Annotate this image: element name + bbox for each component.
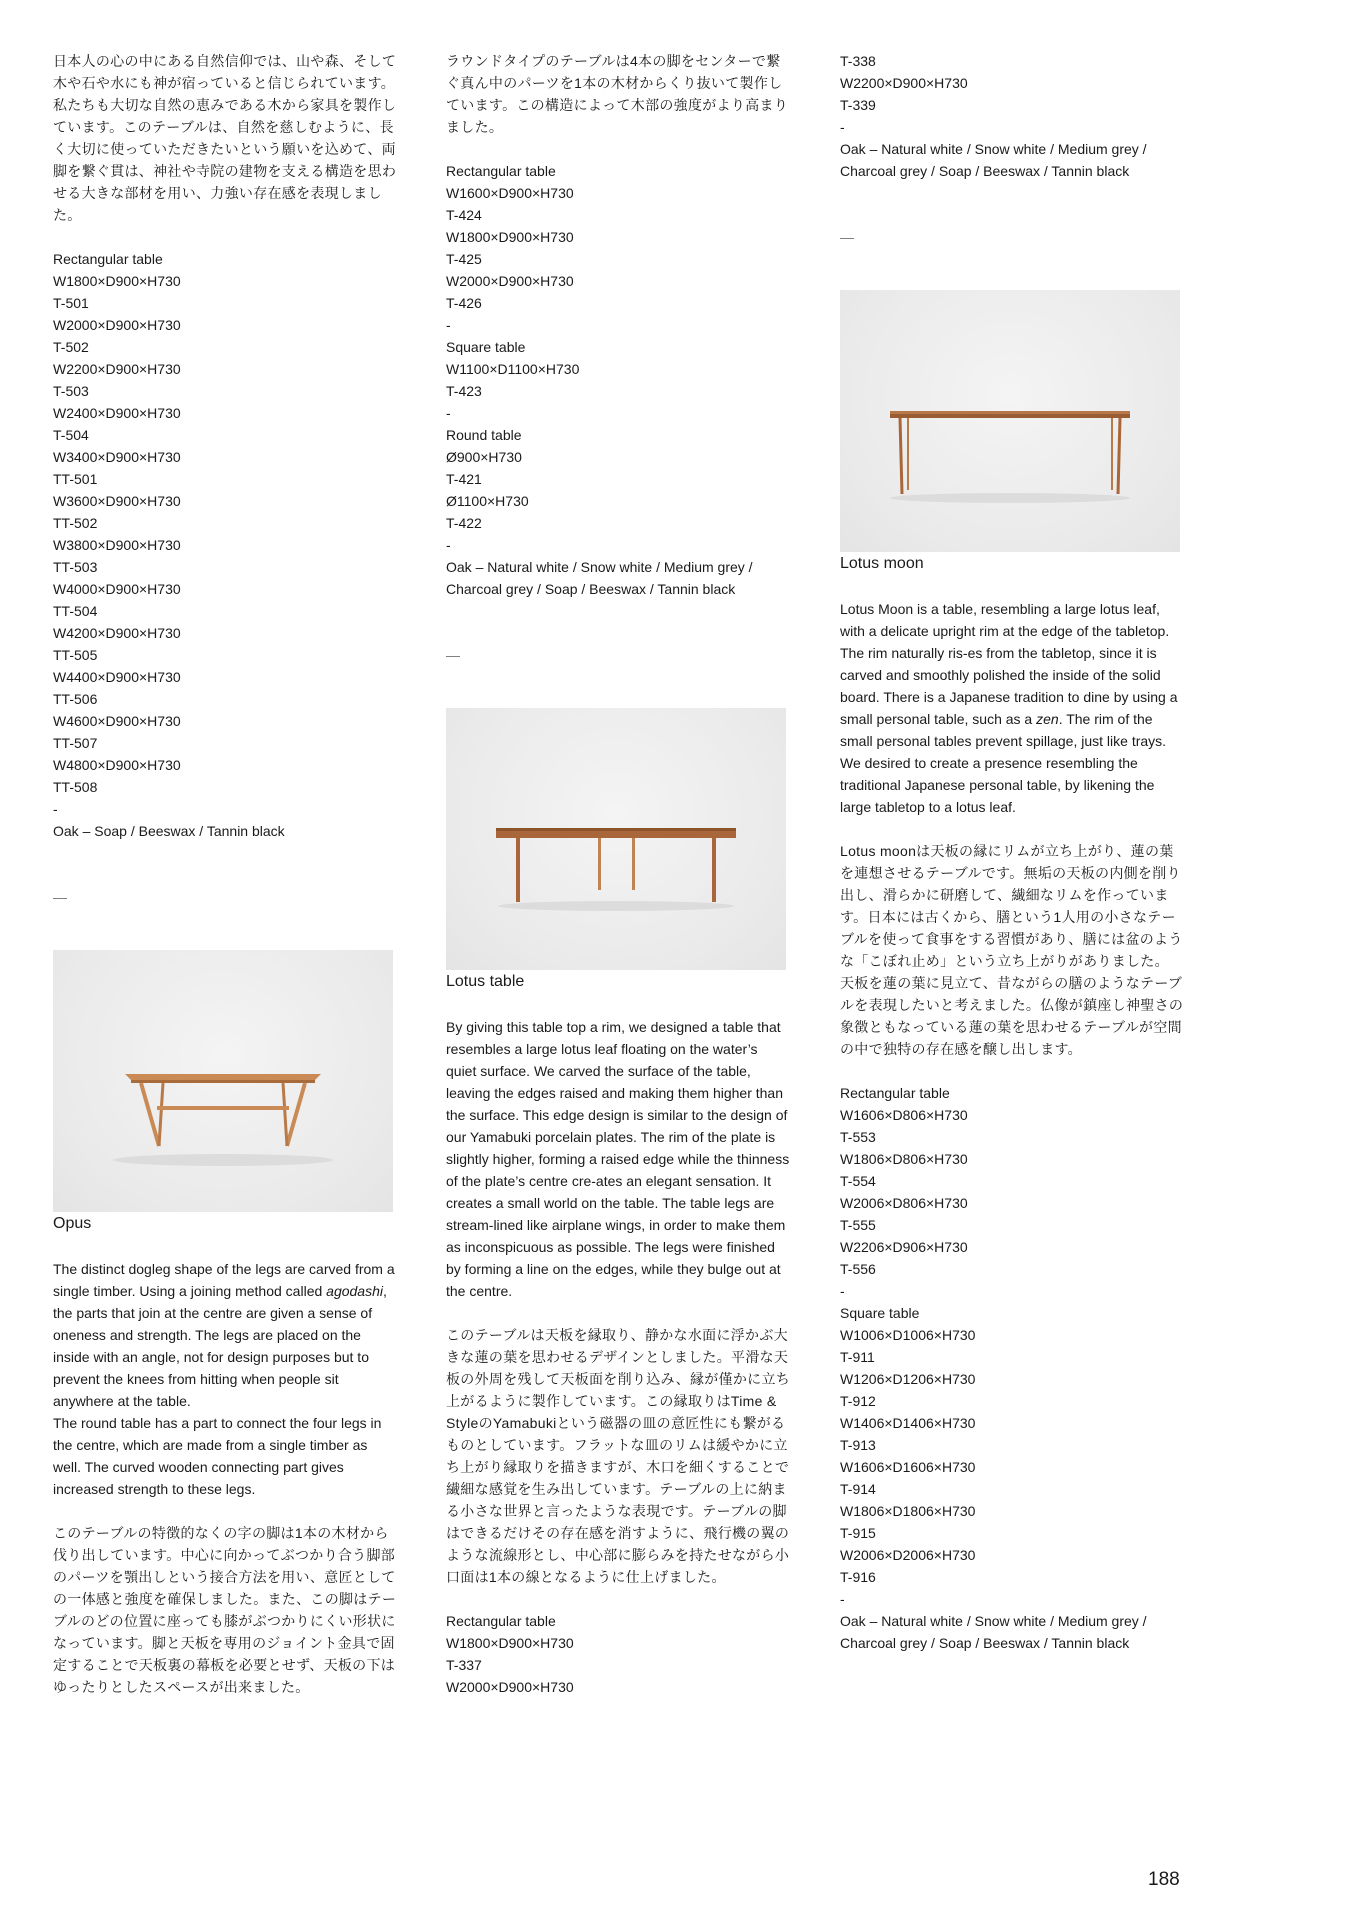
lotus-table-description-jp: このテーブルは天板を縁取り、静かな水面に浮かぶ大きな蓮の葉を思わせるデザインとしました。平滑な天板の外周を残して天板面を削り込み、縁が僅かに立ち上がるように製作しています。この縁取りはTime & StyleのYamabukiという磁器の皿の意匠性にも繋がるものとしています。フラットな皿のリムは緩やかに立ち上がり縁取りを描きますが、木口を細くすることで繊細な感覚を生み出しています。テーブルの上に納まる小さな世界と言ったような表現です。テーブルの脚はできるだけその存在感を消すように、飛行機の翼のような流線形とし、中心部に膨らみを持たせながら小口面は1本の線となるように仕上げました。 [446,1327,791,1585]
opus-specs: Rectangular table W1800×D900×H730 T-501 W2000×D900×H730 T-502 W2200×D900×H730 T-503 W2400×D900×H730 T-504 W3400×D900×H730 TT-501 W3600×D900×H730 TT-502 W3800×D900×H730 TT-503 W4000×D900×H730 TT-504 W4200×D900×H730 TT-505 W4400×D900×H730 TT-506 W4600×D900×H730 TT-507 W4800×D900×H730 TT-508 - Oak – Soap / Beeswax / Tannin black [53,251,285,839]
agodashi-term: agodashi [326,1283,383,1299]
zen-term: zen [1036,711,1059,727]
lotus-moon-photo [840,290,1180,552]
lotus-specs-2: Rectangular table W1800×D900×H730 T-337 W2000×D900×H730 [446,1613,574,1695]
section-divider: — [446,647,460,663]
column-2 [446,50,791,1698]
lotus-moon-title: Lotus moon [840,555,924,572]
lotus-table-description-en: By giving this table top a rim, we designed a table that resembles a large lotus leaf floating on the water’s quiet surface. We carved the surface of the table, leaving the edges raised and making them higher than the surface. This edge design is similar to the design of our Yamabuki porcelain plates. The rim of the plate is slightly higher, forming a raised edge while the thinness of the plate’s centre cre-ates an elegant sensation. It creates a small world on the table. The table legs are stream-lined like airplane wings, in order to make them as inconspicuous as possible. The legs were finished by forming a line on the edges, while they bulge out at the centre. [446,1019,790,1299]
opus-description-jp: このテーブルの特徴的なくの字の脚は1本の木材から伐り出しています。中心に向かってぶつかり合う脚部のパーツを顎出しという接合方法を用い、意匠としての一体感と強度を確保しました。また、この脚はテーブルのどの位置に座っても膝がぶつかりにくい形状になっています。脚と天板を専用のジョイント金具で固定することで天板裏の幕板を必要とせず、天板の下はゆったりとしたスペースが出来ました。 [53,1525,397,1695]
opus-intro-jp: 日本人の心の中にある自然信仰では、山や森、そして木や石や水にも神が宿っていると信じられています。私たちも大切な自然の恵みである木から家具を製作しています。このテーブルは、自然を慈しむように、長く大切に使っていただきたいという願いを込めて、両脚を繋ぐ貫は、神社や寺院の建物を支える構造を思わせる大きな部材を用い、力強い存在感を表現しました。 [53,53,397,223]
round-table-intro-jp: ラウンドタイプのテーブルは4本の脚をセンターで繋ぐ真ん中のパーツを1本の木材からくり抜いて製作しています。この構造によって木部の強度がより高まりました。 [446,53,789,135]
column-3 [840,50,1185,1654]
section-divider: — [840,229,854,245]
lotus-table-title: Lotus table [446,973,525,990]
column-1 [53,50,398,1698]
lotus-moon-description-en: Lotus Moon is a table, resembling a large lotus leaf, with a delicate upright rim at the edge of the tabletop. The rim naturally ris-es from the tabletop, since it is carved and smoothly polished the inside of the solid board. There is a Japanese tradition to dine by using a small personal table, such as a zen. The rim of the small personal tables prevent spillage, just like trays. We desired to create a presence resembling the traditional Japanese personal table, by likening the large tabletop to a lotus leaf. [840,601,1178,815]
opus-title: Opus [53,1215,92,1232]
lotus-table-photo [446,708,786,970]
opus-description-en: The distinct dogleg shape of the legs are carved from a single timber. Using a joining method called agodashi, the parts that join at the centre are given a sense of oneness and strength. The legs are placed on the inside with an angle, not for design purposes but to prevent the knees from hitting when people sit anywhere at the table. The round table has a part to connect the four legs in the centre, which are made from a single timber as well. The curved wooden connecting part gives increased strength to these legs. [53,1261,395,1497]
lotus-moon-description-jp: Lotus moonは天板の縁にリムが立ち上がり、蓮の葉を連想させるテーブルです。無垢の天板の内側を削り出し、滑らかに研磨して、繊細なリムを作っています。日本には古くから、膳という1人用の小さなテーブルを使って食事をする習慣があり、膳には盆のような「こぼれ止め」という立ち上がりがありました。 天板を蓮の葉に見立て、昔ながらの膳のようなテーブルを表現したいと考えました。仏像が鎮座し神聖さの象徴ともなっている蓮の葉を思わせるテーブルが空間の中で独特の存在感を醸し出します。 [840,843,1184,1057]
lotus-moon-specs: Rectangular table W1606×D806×H730 T-553 W1806×D806×H730 T-554 W2006×D806×H730 T-555 W2206×D906×H730 T-556 - Square table W1006×D1006×H730 T-911 W1206×D1206×H730 T-912 W1406×D1406×H730 T-913 W1606×D1606×H730 T-914 W1806×D1806×H730 T-915 W2006×D2006×H730 T-916 - Oak – Natural white / Snow white / Medium grey / Charcoal grey / Soap / Beeswax / Tannin black [840,1085,1147,1651]
section-divider: — [53,889,67,905]
opus-table-photo [53,950,393,1212]
lotus-specs-continued: T-338 W2200×D900×H730 T-339 - Oak – Natural white / Snow white / Medium grey / Charcoal grey / Soap / Beeswax / Tannin black [840,53,1147,179]
lotus-specs-1: Rectangular table W1600×D900×H730 T-424 W1800×D900×H730 T-425 W2000×D900×H730 T-426 - Square table W1100×D1100×H730 T-423 - Round table Ø900×H730 T-421 Ø1100×H730 T-422 - Oak – Natural white / Snow white / Medium grey / Charcoal grey / Soap / Beeswax / Tannin black [446,163,753,597]
page-number: 188 [1148,1869,1180,1890]
